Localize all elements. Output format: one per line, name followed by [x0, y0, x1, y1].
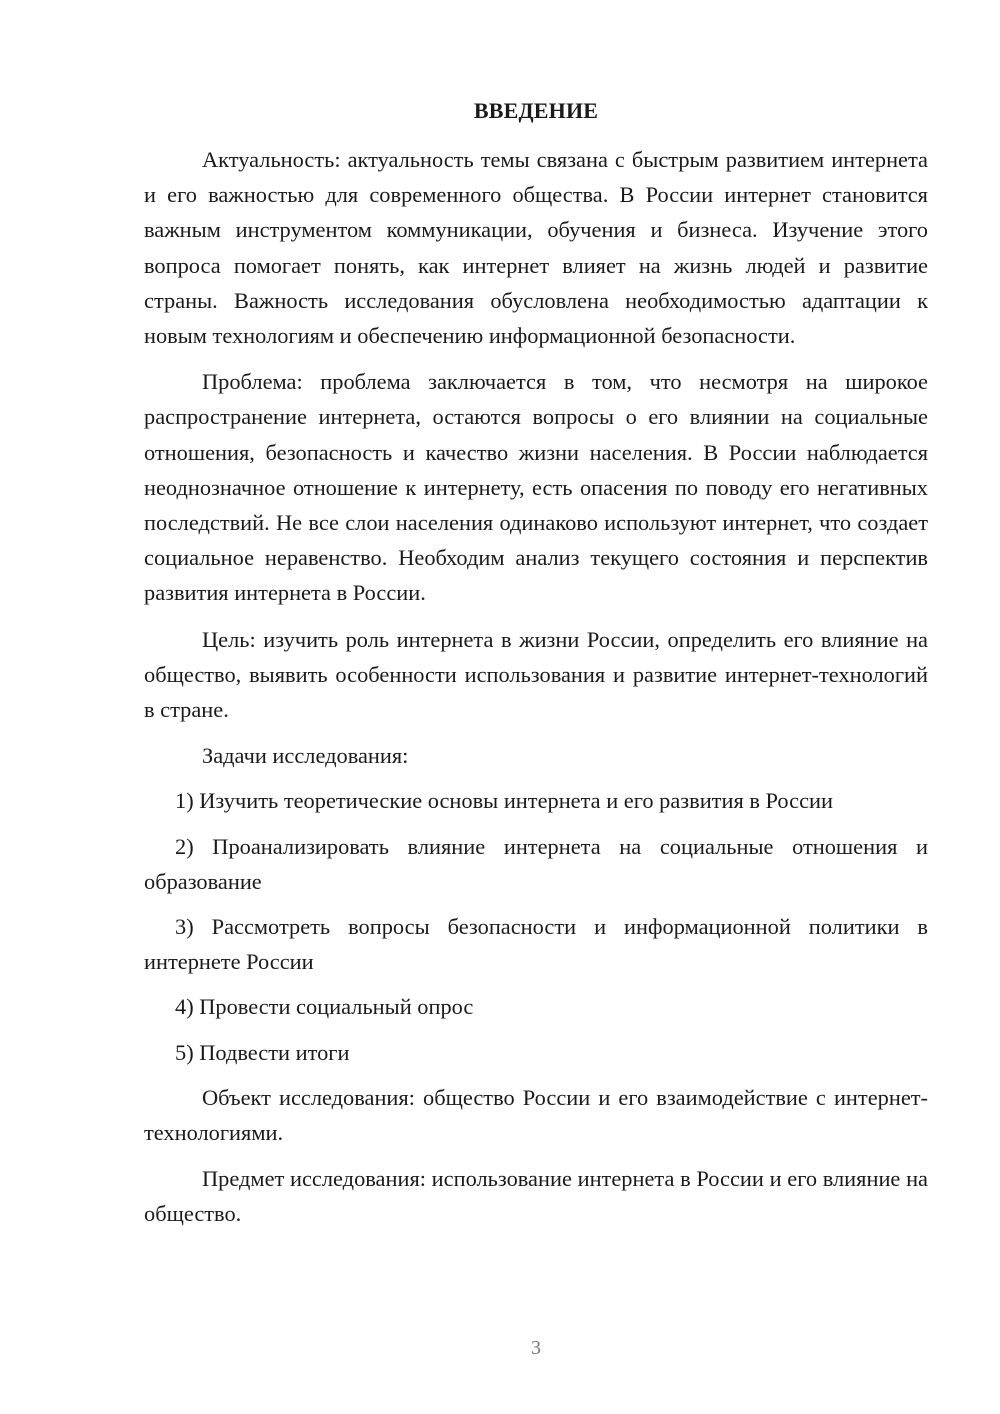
page-number: 3: [531, 1337, 541, 1359]
document-body: [144, 142, 928, 1243]
task-item-4: 4) Провести социальный опрос: [175, 994, 474, 1020]
paragraph-subject: Предмет исследования: использование интернета в России и его влияние на общество.: [144, 1166, 928, 1227]
page-title: ВВЕДЕНИЕ: [473, 98, 599, 123]
task-item-1: 1) Изучить теоретические основы интернета и его развития в России: [175, 788, 834, 814]
task-item-2: 2) Проанализировать влияние интернета на социальные отношения и образование: [144, 833, 928, 894]
paragraph-goal: Цель: изучить роль интернета в жизни России, определить его влияние на общество, выявить особенности использования и развитие интернет-технологий в стране.: [144, 626, 928, 723]
paragraph-relevance: Актуальность: актуальность темы связана с быстрым развитием интернета и его важностью для современного общества. В России интернет становится важным инструментом коммуникации, обучения и бизнеса. Изучение этого вопроса помогает понять, как интернет влияет на жизнь людей и развитие страны. Важность исследования обусловлена необходимостью адаптации к новым технологиям и обеспечению информационной безопасности.: [144, 147, 928, 349]
task-item-3: 3) Рассмотреть вопросы безопасности и информационной политики в интернете России: [144, 914, 928, 975]
task-item-5: 5) Подвести итоги: [175, 1039, 350, 1065]
paragraph-problem: Проблема: проблема заключается в том, что несмотря на широкое распространение интернета, остаются вопросы о его влиянии на социальные отношения, безопасность и качество жизни населения. В России наблюдается неоднозначное отношение к интернету, есть опасения по поводу его негативных последствий. Не все слои населения одинаково используют интернет, что создает социальное неравенство. Необходим анализ текущего состояния и перспектив развития интернета в России.: [144, 369, 928, 606]
tasks-heading: Задачи исследования:: [202, 743, 409, 769]
paragraph-object: Объект исследования: общество России и его взаимодействие с интернет-технологиями.: [144, 1084, 928, 1146]
